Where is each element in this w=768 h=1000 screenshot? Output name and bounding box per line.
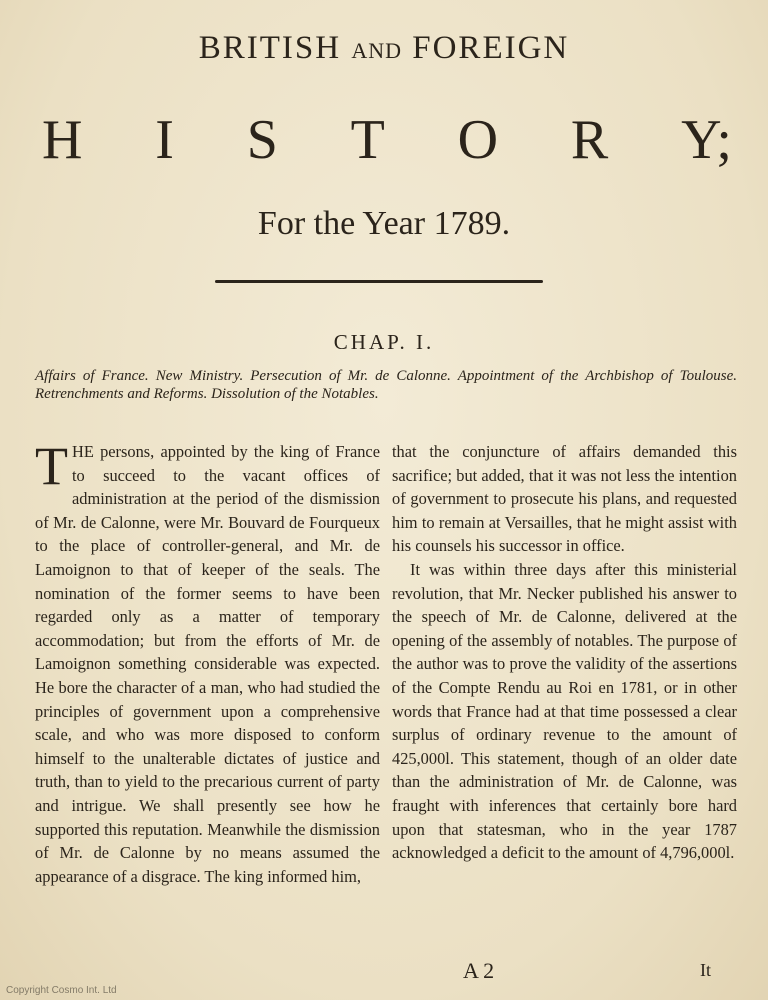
history-letter: R — [570, 109, 609, 171]
history-letter: Y; — [681, 109, 732, 171]
history-letter: T — [350, 109, 385, 171]
year-subtitle: For the Year 1789. — [257, 205, 511, 242]
title-word-british: BRITISH — [198, 30, 342, 66]
drop-cap: T — [35, 436, 68, 496]
title-word-foreign: FOREIGN — [412, 30, 570, 66]
paragraph: It was within three days after this ministerial revolution, that Mr. Necker published his answer to the speech of Mr. de Calonne, delivered at the opening of the assembly of notables. The purpose of the author was to prove the validity of the assertions of the Compte Rendu au Roi en 1781, or in other words that France had at that time possessed a clear surplus of ordinary revenue to the amount of 425,000l. This statement, though of an older date than the administration of Mr. de Calonne, was fraught with inferences that certainly bore hard upon that statesman, who in the year 1787 acknowledged a deficit to the amount of 4,796,000l. — [392, 559, 737, 863]
paragraph — [35, 436, 380, 888]
signature-mark: A 2 — [463, 958, 495, 983]
paragraph: that the conjuncture of affairs demanded this sacrifice; but added, that it was not less the intention of government to prosecute his plans, and requested him to remain at Versailles, that he might assist with his counsels his successor in office. — [392, 442, 737, 556]
chapter-summary: Affairs of France. New Ministry. Persecution of Mr. de Calonne. Appointment of the Archbishop of Toulouse. Retrenchments and Reforms. Dissolution of the Notables. — [35, 368, 737, 402]
paragraph-text: HE persons, appointed by the king of France to succeed to the vacant offices of administration at the period of the dismission of Mr. de Calonne, were Mr. Bouvard de Fourqueux to the place of controller-general, and Mr. de Lamoignon to that of keeper of the seals. The nomination of the former seems to have been regarded only as a matter of temporary accommodation; but from the efforts of Mr. de Lamoignon something considerable was expected. He bore the character of a man, who had studied the principles of government upon a comprehensive scale, and who was more disposed to conform himself to the unalterable dictates of justice and truth, than to yield to the precarious current of party and intrigue. We shall presently see how he supported this reputation. Meanwhile the dismission of Mr. de Calonne by no means assumed the appearance of a disgrace. The king informed him, — [35, 442, 380, 886]
title-british-and-foreign — [0, 30, 768, 67]
catchword: It — [700, 960, 711, 980]
chapter-heading: CHAP. I. — [333, 330, 435, 354]
history-letter: I — [155, 109, 174, 171]
history-letter: H — [42, 109, 83, 171]
title-history — [42, 108, 732, 172]
history-letter: S — [246, 109, 278, 171]
title-rule-divider — [215, 280, 543, 283]
title-word-and: AND — [351, 38, 402, 63]
copyright-watermark: Copyright Cosmo Int. Ltd — [6, 985, 117, 996]
text-column-right — [392, 440, 737, 865]
text-column-left — [35, 436, 380, 888]
history-letter: O — [457, 109, 499, 171]
